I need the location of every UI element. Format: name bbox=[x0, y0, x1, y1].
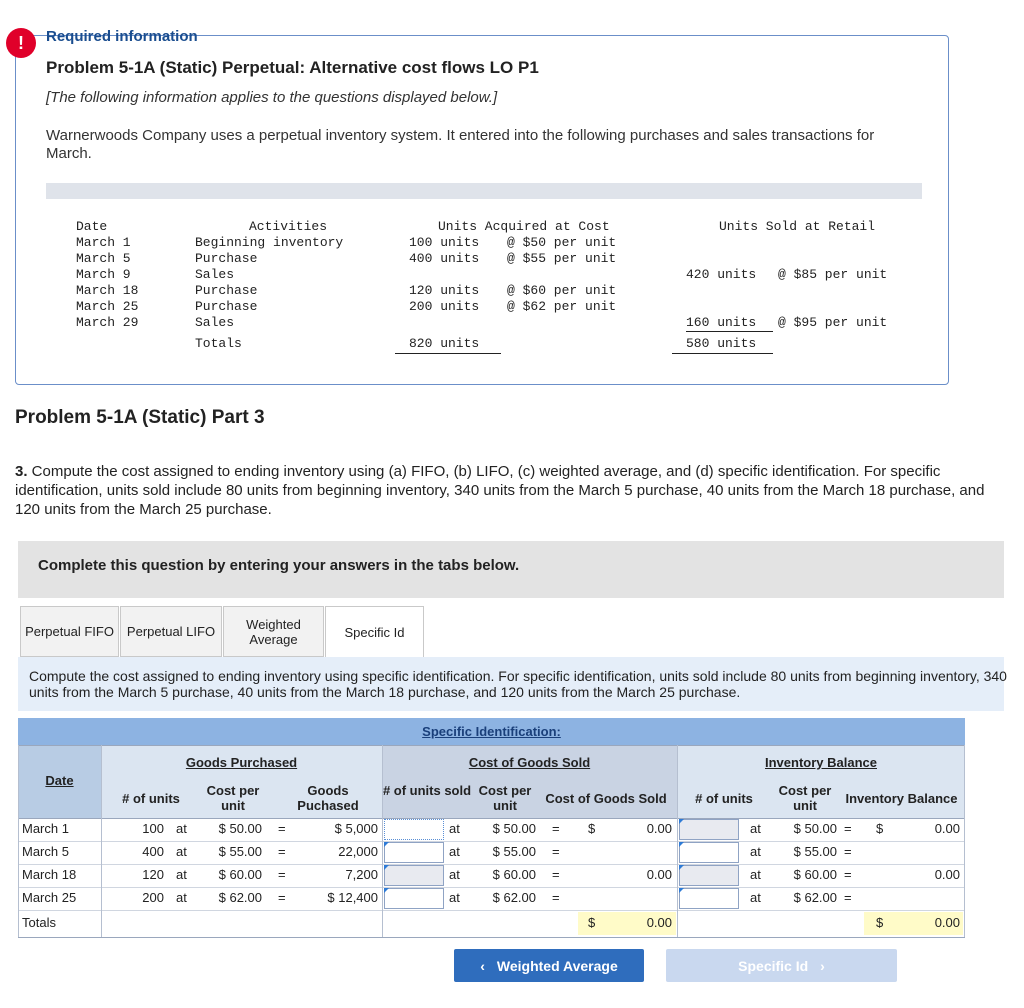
at-label: at bbox=[176, 844, 187, 859]
tx-header-sold: Units Sold at Retail bbox=[719, 219, 876, 234]
input-flag-icon bbox=[384, 842, 389, 847]
row-date: March 25 bbox=[22, 890, 77, 905]
inv-cost-per-unit-header: Cost per unit bbox=[778, 783, 832, 813]
tx-date: March 5 bbox=[76, 251, 131, 266]
tx-date: March 9 bbox=[76, 267, 131, 282]
at-label: at bbox=[176, 821, 187, 836]
inv-cost-per-unit: $ 50.00 bbox=[793, 821, 837, 836]
purchased-cost-per-unit: $ 50.00 bbox=[218, 821, 262, 836]
row-date: March 18 bbox=[22, 867, 77, 882]
tx-acq-units: 120 units bbox=[409, 283, 480, 298]
tx-date: March 1 bbox=[76, 235, 131, 250]
cogs-column-header: Cost of Goods Sold bbox=[545, 791, 667, 806]
units-sold-input[interactable] bbox=[384, 842, 444, 863]
row-date: March 5 bbox=[22, 844, 69, 859]
purchased-cost-per-unit: $ 62.00 bbox=[218, 890, 262, 905]
tx-header-date: Date bbox=[76, 219, 108, 234]
equals-label: = bbox=[552, 844, 560, 859]
at-label: at bbox=[449, 867, 460, 882]
purchased-units: 100 bbox=[142, 821, 164, 836]
input-flag-icon bbox=[679, 842, 684, 847]
tx-sold-total-underline bbox=[672, 353, 773, 354]
equals-label: = bbox=[844, 890, 852, 905]
input-flag-icon bbox=[679, 865, 684, 870]
at-label: at bbox=[449, 844, 460, 859]
cogs-cost-per-unit: $ 50.00 bbox=[492, 821, 536, 836]
at-label: at bbox=[750, 844, 761, 859]
cogs-header: Cost of Goods Sold bbox=[468, 755, 591, 770]
input-flag-icon bbox=[384, 888, 389, 893]
tx-activity: Sales bbox=[195, 267, 235, 282]
tx-date: March 25 bbox=[76, 299, 139, 314]
specific-id-worksheet bbox=[18, 718, 965, 938]
applies-note: [The following information applies to the questions displayed below.] bbox=[46, 89, 498, 106]
units-sold-input[interactable] bbox=[384, 819, 444, 840]
dollar-label: $ bbox=[876, 915, 884, 930]
tx-acq-total-underline bbox=[395, 353, 501, 354]
dollar-label: $ bbox=[876, 821, 884, 836]
inventory-balance-value: 0.00 bbox=[934, 867, 960, 882]
part-title: Problem 5-1A (Static) Part 3 bbox=[15, 407, 265, 428]
problem-description: Warnerwoods Company uses a perpetual inventory system. It entered into the following purchases and sales transactions for March. bbox=[46, 127, 875, 162]
tx-totals-acq-units: 820 units bbox=[409, 336, 480, 351]
at-label: at bbox=[750, 867, 761, 882]
cogs-total: 0.00 bbox=[646, 821, 672, 836]
cogs-cost-per-unit: $ 60.00 bbox=[492, 867, 536, 882]
next-tab-label: Specific Id bbox=[738, 957, 809, 974]
units-sold-input[interactable] bbox=[384, 888, 444, 909]
grid-line bbox=[18, 745, 965, 746]
alert-icon: ! bbox=[6, 28, 36, 58]
inventory-units-input[interactable] bbox=[679, 842, 739, 863]
equals-label: = bbox=[552, 890, 560, 905]
units-sold-input[interactable] bbox=[384, 865, 444, 886]
at-label: at bbox=[449, 890, 460, 905]
tab-specific-id[interactable]: Specific Id bbox=[325, 606, 424, 658]
inventory-units-input[interactable] bbox=[679, 865, 739, 886]
tx-activity: Purchase bbox=[195, 251, 258, 266]
equals-label: = bbox=[278, 890, 286, 905]
dollar-label: $ bbox=[588, 821, 596, 836]
goods-purchased-value: 7,200 bbox=[345, 867, 378, 882]
inv-cost-per-unit: $ 60.00 bbox=[793, 867, 837, 882]
chevron-right-icon: › bbox=[820, 957, 825, 974]
input-flag-icon bbox=[679, 888, 684, 893]
equals-label: = bbox=[552, 867, 560, 882]
at-label: at bbox=[750, 821, 761, 836]
purchased-units: 200 bbox=[142, 890, 164, 905]
complete-instruction-text: Complete this question by entering your answers in the tabs below. bbox=[38, 557, 520, 574]
purchased-cost-per-unit: $ 60.00 bbox=[218, 867, 262, 882]
cost-per-unit-header: Cost per unit bbox=[206, 783, 260, 813]
previous-tab-label: Weighted Average bbox=[496, 957, 618, 974]
at-label: at bbox=[176, 890, 187, 905]
tx-acq-units: 100 units bbox=[409, 235, 480, 250]
purchased-units: 400 bbox=[142, 844, 164, 859]
inv-cost-per-unit: $ 55.00 bbox=[793, 844, 837, 859]
tx-sold-underline bbox=[686, 331, 773, 332]
inventory-units-input[interactable] bbox=[679, 888, 739, 909]
tx-totals-sold-units: 580 units bbox=[686, 336, 757, 351]
tx-activity: Purchase bbox=[195, 283, 258, 298]
goods-purchased-value: $ 5,000 bbox=[334, 821, 378, 836]
at-label: at bbox=[176, 867, 187, 882]
problem-title: Problem 5-1A (Static) Perpetual: Alternative cost flows LO P1 bbox=[46, 58, 539, 77]
row-date: March 1 bbox=[22, 821, 69, 836]
tx-date: March 18 bbox=[76, 283, 139, 298]
complete-instruction-bar bbox=[18, 541, 1004, 598]
tx-acq-cost: @ $55 per unit bbox=[507, 251, 617, 266]
cogs-grand-total: 0.00 bbox=[646, 915, 672, 930]
equals-label: = bbox=[278, 867, 286, 882]
tx-sold-price: @ $85 per unit bbox=[778, 267, 888, 282]
inventory-balance-header: Inventory Balance bbox=[765, 755, 877, 770]
inventory-grand-total: 0.00 bbox=[934, 915, 960, 930]
question-text bbox=[15, 462, 1005, 519]
equals-label: = bbox=[278, 844, 286, 859]
goods-purchased-header: Goods Purchased bbox=[185, 755, 298, 770]
equals-label: = bbox=[844, 821, 852, 836]
at-label: at bbox=[449, 821, 460, 836]
equals-label: = bbox=[278, 821, 286, 836]
tx-totals-label: Totals bbox=[195, 336, 242, 351]
tx-header-activities: Activities bbox=[249, 219, 328, 234]
tab-instruction-text: Compute the cost assigned to ending inventory using specific identification. For specific identification, units sold include 80 units from beginning inventory, 340 units from the March 5 purchase, 40 units from the March 18 purchase, and 120 units from the March 25 purchase. bbox=[29, 668, 1007, 700]
question-body: Compute the cost assigned to ending inventory using (a) FIFO, (b) LIFO, (c) weighted average, and (d) specific identification. For specific identification, units sold include 80 units from beginning inventory, 340 units from the March 5 purchase, 40 units from the March 18 purchase, and 120 units from the March 25 purchase. bbox=[15, 463, 985, 518]
cogs-cost-per-unit: $ 62.00 bbox=[492, 890, 536, 905]
equals-label: = bbox=[552, 821, 560, 836]
tx-sold-price: @ $95 per unit bbox=[778, 315, 888, 330]
equals-label: = bbox=[844, 867, 852, 882]
cogs-cost-per-unit-header: Cost per unit bbox=[478, 783, 532, 813]
equals-label: = bbox=[844, 844, 852, 859]
grid-line bbox=[964, 745, 965, 937]
dollar-label: $ bbox=[588, 915, 596, 930]
tab-perpetual-lifo[interactable]: Perpetual LIFO bbox=[120, 606, 222, 657]
tab-instruction-box bbox=[18, 657, 1007, 711]
inventory-units-input[interactable] bbox=[679, 819, 739, 840]
purchased-cost-per-unit: $ 55.00 bbox=[218, 844, 262, 859]
grid-line bbox=[677, 745, 678, 937]
totals-label: Totals bbox=[22, 915, 56, 930]
tx-acq-units: 400 units bbox=[409, 251, 480, 266]
previous-tab-button[interactable] bbox=[454, 949, 644, 982]
grid-line bbox=[382, 745, 383, 937]
tx-activity: Beginning inventory bbox=[195, 235, 344, 250]
purchased-units: 120 bbox=[142, 867, 164, 882]
required-information-box bbox=[15, 35, 949, 385]
required-information-label: Required information bbox=[46, 28, 198, 45]
worksheet-title: Specific Identification: bbox=[422, 724, 561, 739]
tab-perpetual-fifo[interactable]: Perpetual FIFO bbox=[20, 606, 119, 657]
goods-purchased-value: $ 12,400 bbox=[327, 890, 378, 905]
tx-acq-cost: @ $50 per unit bbox=[507, 235, 617, 250]
inventory-balance-value: 0.00 bbox=[934, 821, 960, 836]
input-flag-icon bbox=[384, 865, 389, 870]
transactions-header-bar bbox=[46, 183, 922, 199]
date-column-header: Date bbox=[45, 773, 74, 788]
units-column-header: # of units bbox=[122, 791, 180, 806]
cogs-total: 0.00 bbox=[646, 867, 672, 882]
tx-acq-units: 200 units bbox=[409, 299, 480, 314]
question-number: 3. bbox=[15, 463, 28, 480]
tab-weighted-average[interactable]: Weighted Average bbox=[223, 606, 324, 657]
input-flag-icon bbox=[679, 819, 684, 824]
grid-line bbox=[18, 745, 19, 937]
grid-line bbox=[101, 745, 102, 937]
inv-units-column-header: # of units bbox=[695, 791, 753, 806]
cogs-cost-per-unit: $ 55.00 bbox=[492, 844, 536, 859]
tx-sold-units: 420 units bbox=[686, 267, 757, 282]
units-sold-column-header: # of units sold bbox=[382, 783, 472, 798]
tx-acq-cost: @ $60 per unit bbox=[507, 283, 617, 298]
inventory-balance-column-header: Inventory Balance bbox=[845, 791, 958, 806]
chevron-left-icon: ‹ bbox=[480, 957, 485, 974]
goods-puchased-column-header: Goods Puchased bbox=[297, 783, 359, 813]
inv-cost-per-unit: $ 62.00 bbox=[793, 890, 837, 905]
at-label: at bbox=[750, 890, 761, 905]
grid-line bbox=[18, 937, 965, 938]
tx-sold-units: 160 units bbox=[686, 315, 757, 330]
next-tab-button[interactable] bbox=[666, 949, 897, 982]
goods-purchased-value: 22,000 bbox=[338, 844, 378, 859]
tx-activity: Sales bbox=[195, 315, 235, 330]
grid-line bbox=[18, 910, 965, 911]
tx-date: March 29 bbox=[76, 315, 139, 330]
tx-activity: Purchase bbox=[195, 299, 258, 314]
tx-acq-cost: @ $62 per unit bbox=[507, 299, 617, 314]
tx-header-acquired: Units Acquired at Cost bbox=[438, 219, 610, 234]
